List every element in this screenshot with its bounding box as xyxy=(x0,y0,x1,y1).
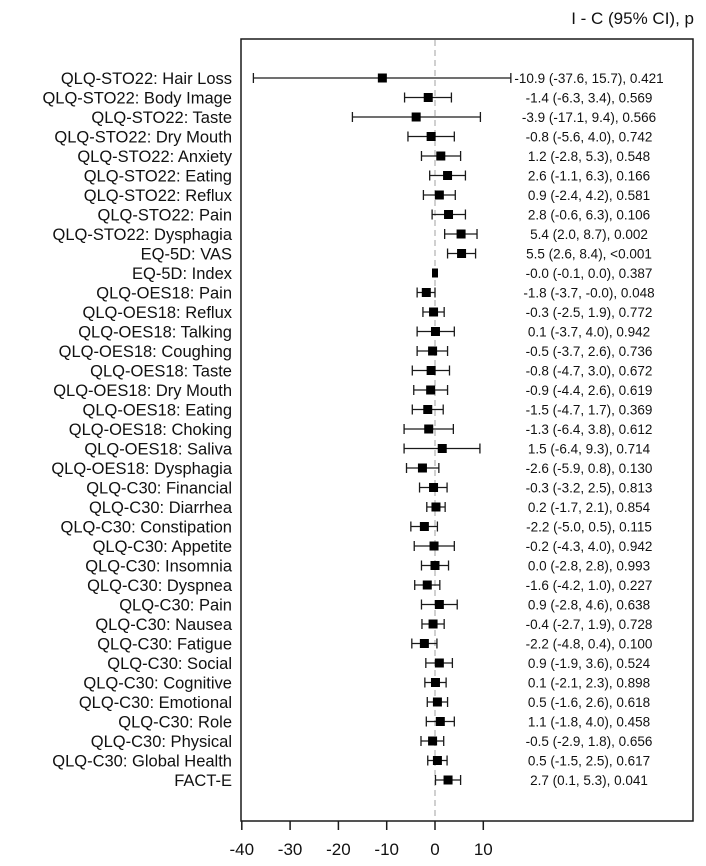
row-statistic: -1.3 (-6.4, 3.8), 0.612 xyxy=(525,422,653,437)
row-label: QLQ-STO22: Dysphagia xyxy=(52,226,232,244)
point-estimate-marker xyxy=(444,210,453,219)
point-estimate-marker xyxy=(423,581,432,590)
forest-row xyxy=(90,363,652,381)
row-label: QLQ-OES18: Dry Mouth xyxy=(53,382,232,400)
row-statistic: -0.5 (-2.9, 1.8), 0.656 xyxy=(525,734,653,749)
row-label: QLQ-C30: Social xyxy=(107,655,232,673)
forest-row xyxy=(79,694,650,712)
point-estimate-marker xyxy=(444,776,453,785)
point-estimate-marker xyxy=(422,288,431,297)
row-statistic: -0.2 (-4.3, 4.0), 0.942 xyxy=(525,539,653,554)
row-label: QLQ-OES18: Saliva xyxy=(84,440,232,459)
forest-row xyxy=(86,480,652,498)
row-statistic: -1.6 (-4.2, 1.0), 0.227 xyxy=(525,578,653,593)
point-estimate-marker xyxy=(424,425,433,434)
forest-row xyxy=(95,616,652,634)
row-label: QLQ-C30: Diarrhea xyxy=(88,499,232,517)
forest-row xyxy=(52,753,650,771)
forest-row xyxy=(53,226,648,244)
point-estimate-marker xyxy=(433,698,442,707)
row-label: QLQ-OES18: Dysphagia xyxy=(51,460,232,478)
row-label: QLQ-OES18: Choking xyxy=(68,421,232,439)
row-statistic: -1.8 (-3.7, -0.0), 0.048 xyxy=(523,285,655,301)
forest-row xyxy=(132,265,652,283)
row-label: QLQ-C30: Appetite xyxy=(92,538,232,556)
row-statistic: -2.6 (-5.9, 0.8), 0.130 xyxy=(525,461,653,476)
row-label: QLQ-C30: Fatigue xyxy=(97,635,232,654)
forest-row xyxy=(97,636,652,654)
row-statistic: -0.0 (-0.1, 0.0), 0.387 xyxy=(525,266,653,281)
point-estimate-marker xyxy=(431,561,440,570)
row-label: QLQ-STO22: Eating xyxy=(83,167,232,186)
row-statistic: -0.5 (-3.7, 2.6), 0.736 xyxy=(525,344,653,359)
forest-row xyxy=(83,402,653,420)
row-statistic: 0.9 (-1.9, 3.6), 0.524 xyxy=(527,656,651,671)
row-label: QLQ-C30: Emotional xyxy=(78,694,232,712)
row-label: QLQ-C30: Insomnia xyxy=(85,557,232,576)
row-statistic: 0.0 (-2.8, 2.8), 0.993 xyxy=(527,558,651,574)
forest-row xyxy=(51,460,652,478)
point-estimate-marker xyxy=(433,756,442,765)
forest-row xyxy=(59,343,653,361)
point-estimate-marker xyxy=(426,386,435,395)
row-label: QLQ-OES18: Taste xyxy=(90,362,232,381)
row-label: QLQ-C30: Physical xyxy=(90,733,232,751)
forest-row xyxy=(53,382,652,400)
forest-row xyxy=(141,246,652,264)
forest-row xyxy=(54,129,652,147)
row-statistic: 0.1 (-2.1, 2.3), 0.898 xyxy=(527,675,651,691)
point-estimate-marker xyxy=(429,483,438,492)
row-statistic: 2.6 (-1.1, 6.3), 0.166 xyxy=(527,168,651,184)
point-estimate-marker xyxy=(423,405,432,414)
row-label: EQ-5D: Index xyxy=(132,265,232,283)
point-estimate-marker xyxy=(418,464,427,473)
row-label: QLQ-C30: Dyspnea xyxy=(87,577,232,595)
forest-row xyxy=(69,421,653,439)
row-label: QLQ-STO22: Body Image xyxy=(42,89,232,108)
point-estimate-marker xyxy=(438,444,447,453)
row-statistic: -1.4 (-6.3, 3.4), 0.569 xyxy=(525,90,653,106)
forest-row xyxy=(84,441,650,459)
point-estimate-marker xyxy=(431,327,440,336)
x-axis xyxy=(230,821,493,859)
point-estimate-marker xyxy=(424,93,433,102)
point-estimate-marker xyxy=(429,308,438,317)
row-statistic: -0.8 (-4.7, 3.0), 0.672 xyxy=(525,363,653,379)
row-statistic: 0.5 (-1.6, 2.6), 0.618 xyxy=(527,695,651,710)
forest-row xyxy=(77,148,650,166)
row-label: QLQ-C30: Financial xyxy=(86,479,232,498)
row-label: EQ-5D: VAS xyxy=(140,245,232,264)
row-statistic: 5.4 (2.0, 8.7), 0.002 xyxy=(530,227,648,242)
point-estimate-marker xyxy=(428,347,437,356)
row-statistic: 1.2 (-2.8, 5.3), 0.548 xyxy=(527,149,651,164)
row-label: QLQ-C30: Role xyxy=(118,713,232,732)
row-label: QLQ-C30: Constipation xyxy=(60,518,232,537)
point-estimate-marker xyxy=(457,249,466,258)
point-estimate-marker xyxy=(420,639,429,648)
forest-row xyxy=(89,499,651,517)
row-statistic: 1.1 (-1.8, 4.0), 0.458 xyxy=(527,714,651,730)
point-estimate-marker xyxy=(428,737,437,746)
row-label: QLQ-OES18: Reflux xyxy=(82,304,232,322)
row-statistic: -1.5 (-4.7, 1.7), 0.369 xyxy=(525,402,653,418)
point-estimate-marker xyxy=(378,74,387,83)
row-statistic: -0.3 (-3.2, 2.5), 0.813 xyxy=(525,480,653,496)
row-statistic: -2.2 (-5.0, 0.5), 0.115 xyxy=(526,519,652,535)
forest-row xyxy=(107,655,650,673)
row-label: QLQ-STO22: Dry Mouth xyxy=(54,128,232,147)
row-label: QLQ-C30: Cognitive xyxy=(83,674,232,693)
x-tick-label: -40 xyxy=(229,840,255,859)
forest-row xyxy=(78,324,650,342)
forest-row xyxy=(83,304,653,322)
forest-row xyxy=(96,285,654,303)
row-statistic: 0.9 (-2.4, 4.2), 0.581 xyxy=(527,188,651,203)
row-label: QLQ-C30: Nausea xyxy=(95,616,232,634)
row-statistic: -0.4 (-2.7, 1.9), 0.728 xyxy=(525,617,653,632)
row-statistic: 0.2 (-1.7, 2.1), 0.854 xyxy=(527,500,651,515)
x-tick-label: -30 xyxy=(277,840,303,859)
row-label: QLQ-OES18: Eating xyxy=(82,401,232,420)
row-statistic: 5.5 (2.6, 8.4), <0.001 xyxy=(526,246,652,262)
point-estimate-marker xyxy=(432,269,438,278)
row-label: QLQ-STO22: Anxiety xyxy=(77,148,232,166)
row-statistic: -10.9 (-37.6, 15.7), 0.421 xyxy=(514,71,664,86)
row-statistic: -0.8 (-5.6, 4.0), 0.742 xyxy=(525,129,653,145)
point-estimate-marker xyxy=(427,366,436,375)
forest-row xyxy=(42,90,652,108)
row-statistic: 2.7 (0.1, 5.3), 0.041 xyxy=(530,773,648,788)
forest-row xyxy=(61,70,664,88)
forest-row xyxy=(174,772,648,790)
row-label: QLQ-OES18: Pain xyxy=(96,284,232,303)
forest-row xyxy=(83,675,650,693)
row-statistic: -3.9 (-17.1, 9.4), 0.566 xyxy=(521,110,657,125)
row-label: FACT-E xyxy=(174,772,232,790)
point-estimate-marker xyxy=(420,522,429,531)
row-statistic: 1.5 (-6.4, 9.3), 0.714 xyxy=(527,441,651,457)
forest-row xyxy=(85,558,650,576)
point-estimate-marker xyxy=(436,152,445,161)
x-tick-label: -20 xyxy=(326,840,351,859)
point-estimate-marker xyxy=(427,132,436,141)
forest-row xyxy=(118,714,650,732)
forest-row xyxy=(84,168,650,186)
x-tick-label: 0 xyxy=(430,840,440,859)
row-statistic: 2.8 (-0.6, 6.3), 0.106 xyxy=(527,207,651,223)
point-estimate-marker xyxy=(435,191,444,200)
forest-row xyxy=(93,538,653,556)
row-statistic: -2.2 (-4.8, 0.4), 0.100 xyxy=(525,636,653,652)
row-statistic: 0.5 (-1.5, 2.5), 0.617 xyxy=(527,753,651,769)
row-statistic: 0.1 (-3.7, 4.0), 0.942 xyxy=(527,324,651,340)
x-tick-label: 10 xyxy=(473,840,493,859)
row-label: QLQ-STO22: Hair Loss xyxy=(60,70,232,88)
row-statistic: -0.9 (-4.4, 2.6), 0.619 xyxy=(525,383,653,398)
row-label: QLQ-C30: Pain xyxy=(119,596,232,615)
point-estimate-marker xyxy=(430,542,439,551)
forest-rows xyxy=(42,70,663,790)
row-statistic: 0.9 (-2.8, 4.6), 0.638 xyxy=(527,597,651,613)
row-label: QLQ-OES18: Coughing xyxy=(58,343,232,361)
row-label: QLQ-OES18: Talking xyxy=(78,323,232,342)
column-header: I - C (95% CI), p xyxy=(571,9,694,28)
point-estimate-marker xyxy=(412,113,421,122)
forest-row xyxy=(84,187,650,205)
row-label: QLQ-STO22: Pain xyxy=(97,206,232,225)
point-estimate-marker xyxy=(435,659,444,668)
forest-row xyxy=(87,577,652,595)
row-label: QLQ-STO22: Reflux xyxy=(83,187,232,205)
forest-row xyxy=(119,597,650,615)
forest-row xyxy=(60,519,651,537)
x-tick-label: -10 xyxy=(374,840,399,859)
forest-row xyxy=(97,207,650,225)
point-estimate-marker xyxy=(431,678,440,687)
point-estimate-marker xyxy=(435,600,444,609)
point-estimate-marker xyxy=(431,503,440,512)
row-statistic: -0.3 (-2.5, 1.9), 0.772 xyxy=(525,305,653,320)
forest-row xyxy=(91,109,656,127)
row-label: QLQ-STO22: Taste xyxy=(91,109,232,127)
row-label: QLQ-C30: Global Health xyxy=(52,752,232,771)
point-estimate-marker xyxy=(429,620,438,629)
point-estimate-marker xyxy=(436,717,445,726)
forest-row xyxy=(91,733,653,751)
point-estimate-marker xyxy=(443,171,452,180)
point-estimate-marker xyxy=(457,230,466,239)
